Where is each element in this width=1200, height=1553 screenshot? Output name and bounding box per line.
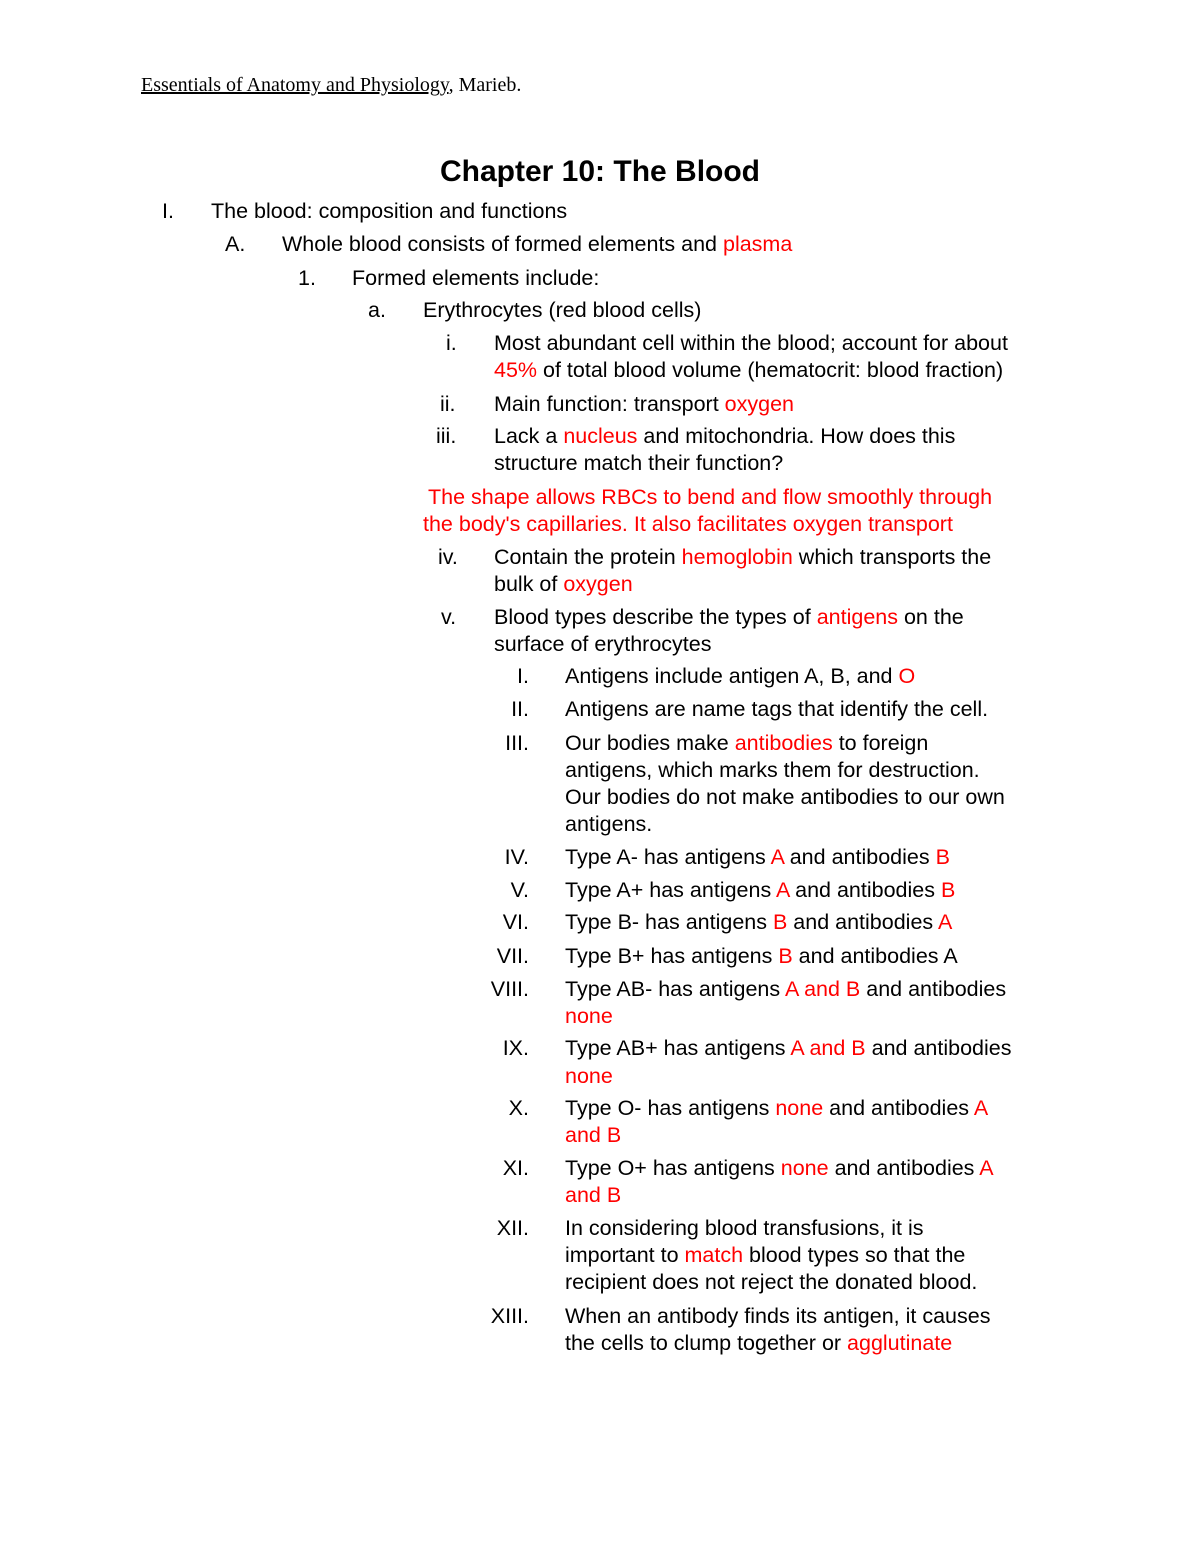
item-text: When an antibody finds its antigen, it causes	[565, 1304, 991, 1328]
item-text: Lack a nucleus and mitochondria. How does this	[494, 424, 956, 448]
item-text-line2: important to match blood types so that the	[565, 1243, 966, 1267]
item-text: Whole blood consists of formed elements and plasma	[282, 232, 793, 256]
item-label: V.	[510, 878, 529, 902]
item-text: Formed elements include:	[352, 266, 600, 290]
item-text: Type AB+ has antigens A and B and antibodies	[565, 1036, 1012, 1060]
item-label: IV.	[504, 845, 529, 869]
chapter-title: Chapter 10: The Blood	[439, 155, 761, 188]
item-text-line2: none	[565, 1064, 613, 1088]
book-author: , Marieb.	[448, 74, 522, 96]
document-header	[141, 74, 521, 97]
item-text-line2: antigens, which marks them for destruction.	[565, 758, 980, 782]
item-label: X.	[508, 1096, 529, 1120]
item-label: VI.	[502, 910, 529, 934]
item-text: Erythrocytes (red blood cells)	[423, 298, 702, 322]
item-text-line3: recipient does not reject the donated blood.	[565, 1270, 978, 1294]
item-text-line2: surface of erythrocytes	[494, 632, 712, 656]
item-text: Most abundant cell within the blood; account for about	[494, 331, 1008, 355]
item-label: XII.	[496, 1216, 529, 1240]
item-text-line4: antigens.	[565, 812, 653, 836]
item-text-line3: Our bodies do not make antibodies to our own	[565, 785, 1005, 809]
book-title: Essentials of Anatomy and Physiology	[141, 74, 449, 96]
item-text: Type O- has antigens none and antibodies A	[565, 1096, 989, 1120]
item-label: 1.	[298, 266, 316, 290]
item-text-line2: and B	[565, 1123, 622, 1147]
item-label: a.	[368, 298, 386, 322]
item-text: Type A+ has antigens A and antibodies B	[565, 878, 956, 902]
item-label: XI.	[502, 1156, 529, 1180]
item-text: In considering blood transfusions, it is	[565, 1216, 924, 1240]
item-text-line2: and B	[565, 1183, 622, 1207]
item-text: Type B- has antigens B and antibodies A	[565, 910, 953, 934]
item-label: II.	[511, 697, 529, 721]
item-label: I.	[162, 199, 174, 223]
item-text: Type O+ has antigens none and antibodies A	[565, 1156, 994, 1180]
item-label: ii.	[440, 392, 456, 416]
item-label: A.	[225, 232, 246, 256]
item-text-line2: 45% of total blood volume (hematocrit: blood fraction)	[494, 358, 1004, 382]
item-text-line2: none	[565, 1004, 613, 1028]
item-label: iv.	[438, 545, 458, 569]
item-text: Type AB- has antigens A and B and antibodies	[565, 977, 1007, 1001]
item-label: i.	[446, 331, 457, 355]
item-label: III.	[505, 731, 529, 755]
item-label: VIII.	[490, 977, 529, 1001]
answer-note-line1: The shape allows RBCs to bend and flow smoothly through	[428, 485, 993, 509]
item-label: I.	[517, 664, 529, 688]
item-label: XIII.	[490, 1304, 529, 1328]
item-text: Our bodies make antibodies to foreign	[565, 731, 929, 755]
item-label: iii.	[436, 424, 457, 448]
item-label: VII.	[496, 944, 529, 968]
item-text-line2: the cells to clump together or agglutinate	[565, 1331, 953, 1355]
item-text: Antigens include antigen A, B, and O	[565, 664, 916, 688]
item-text-line2: structure match their function?	[494, 451, 784, 475]
item-label: IX.	[502, 1036, 529, 1060]
item-text: Blood types describe the types of antigens on the	[494, 605, 964, 629]
item-text: The blood: composition and functions	[211, 199, 568, 223]
item-text: Antigens are name tags that identify the cell.	[565, 697, 989, 721]
item-text-line2: bulk of oxygen	[494, 572, 633, 596]
item-text: Contain the protein hemoglobin which transports the	[494, 545, 992, 569]
answer-note-line2: the body's capillaries. It also facilitates oxygen transport	[423, 512, 953, 536]
item-text: Type A- has antigens A and antibodies B	[565, 845, 950, 869]
item-label: v.	[441, 605, 457, 629]
item-text: Type B+ has antigens B and antibodies A	[565, 944, 958, 968]
item-text: Main function: transport oxygen	[494, 392, 794, 416]
